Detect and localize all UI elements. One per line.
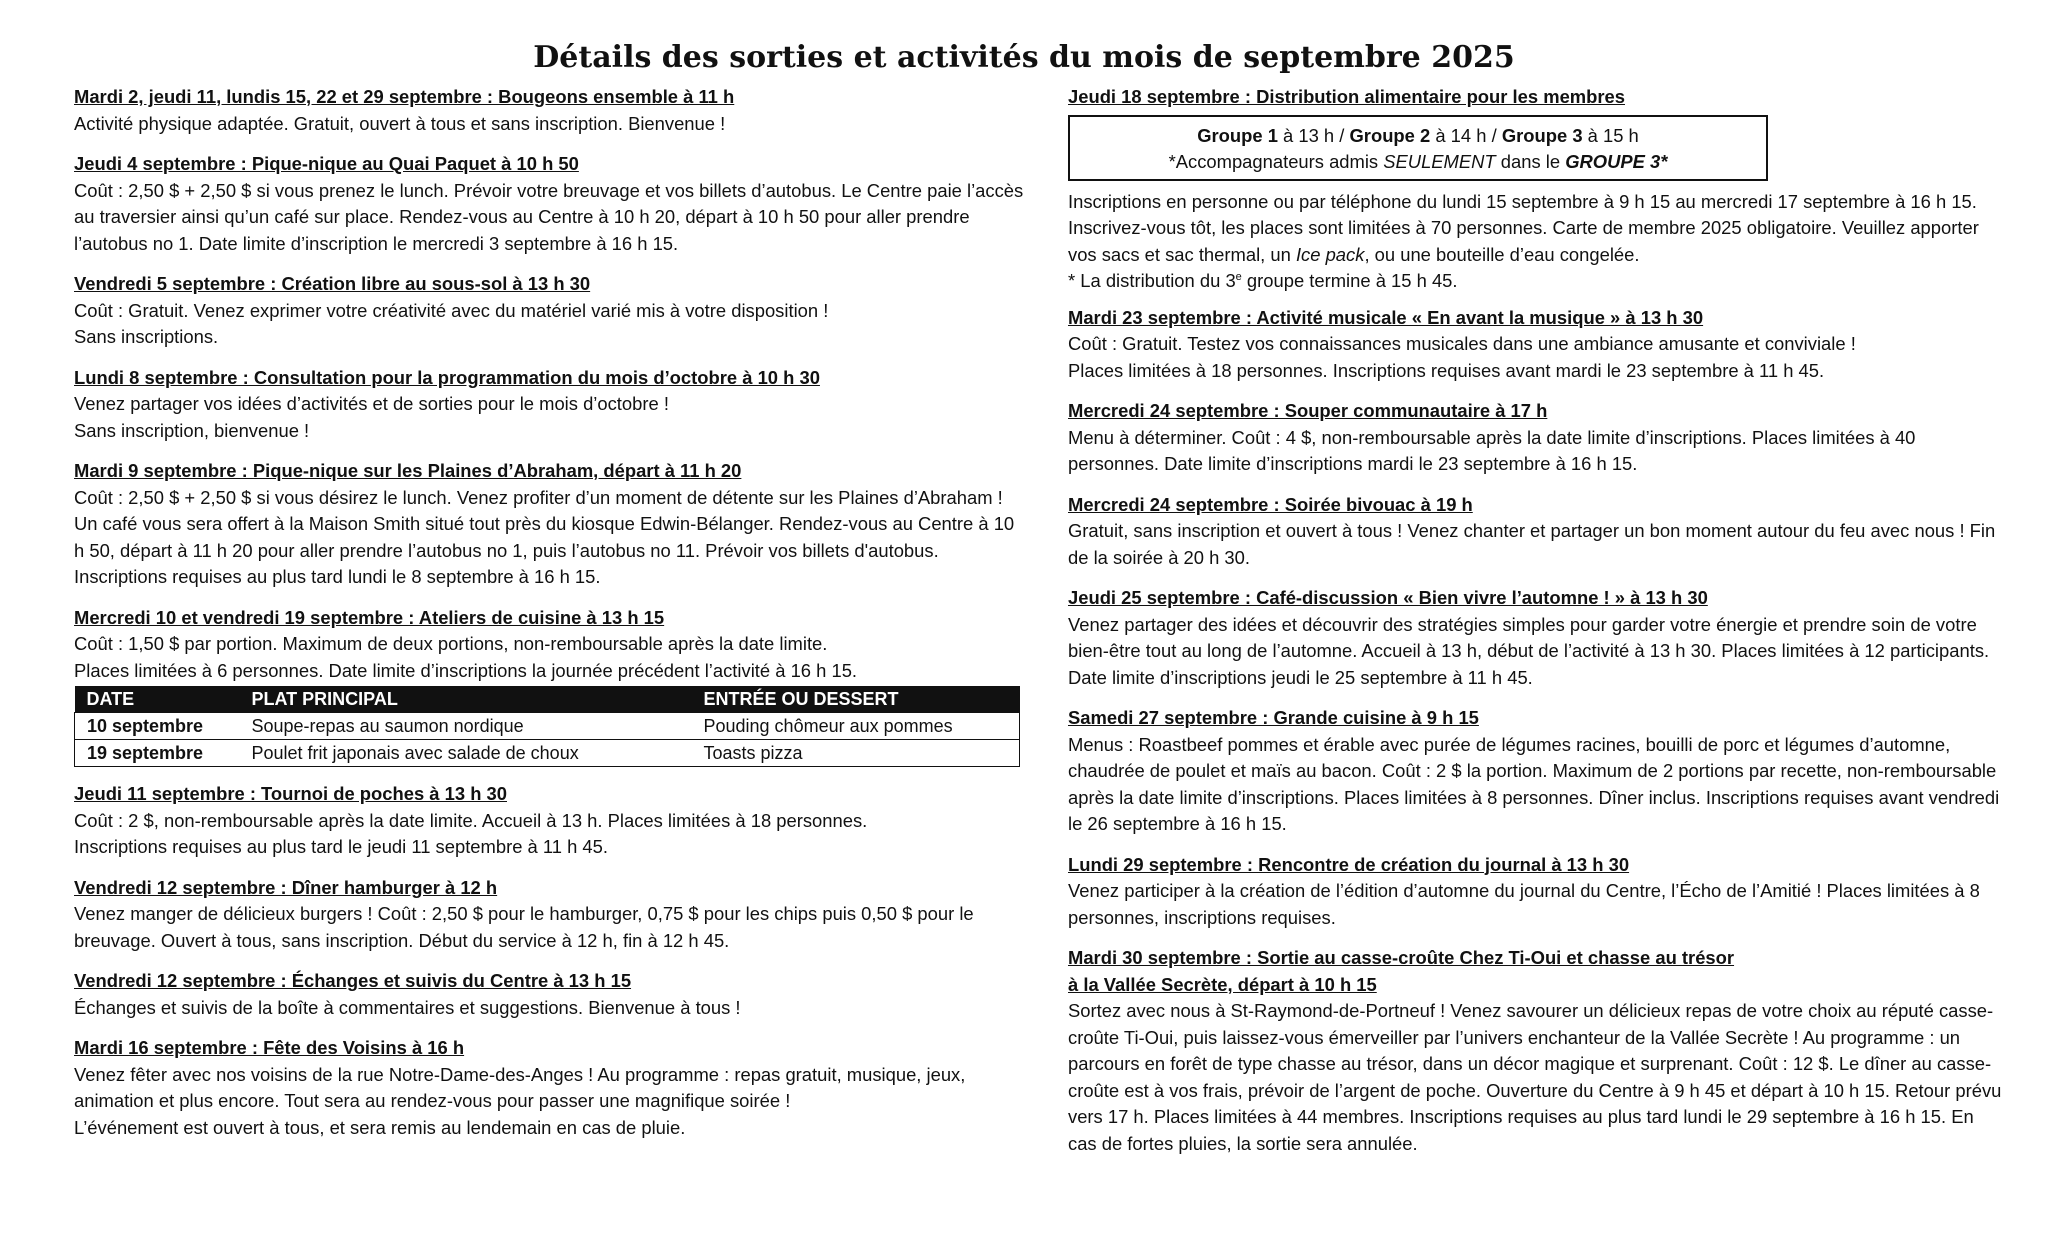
group-2-label: Groupe 2 bbox=[1349, 124, 1431, 146]
companion-note-group: GROUPE 3* bbox=[1565, 150, 1668, 172]
right-column bbox=[1068, 84, 2003, 1171]
event-description: Venez partager des idées et découvrir des stratégies simples pour garder votre énergie et prendre soin de votre bien-être tout au long de l’automne. Accueil à 13 h, début de l’activité à 13 h 30. Places limitées à 12 participants. Date limite d’inscriptions jeudi le 25 septembre à 11 h 45. bbox=[1068, 613, 1990, 688]
event-block bbox=[74, 271, 1024, 351]
companion-note-emphasis: SEULEMENT bbox=[1383, 150, 1496, 172]
event-description: Venez fêter avec nos voisins de la rue Notre-Dame-des-Anges ! Au programme : repas gratuit, musique, jeux, animation et plus encore. Tout sera au rendez-vous pour passer une magnifique soirée ! L’événement est ouvert à tous, et sera remis au lendemain en cas de pluie. bbox=[74, 1063, 966, 1138]
table-cell-main-dish: Poulet frit japonais avec salade de choux bbox=[240, 740, 692, 767]
event-block bbox=[74, 365, 1024, 445]
event-description: Activité physique adaptée. Gratuit, ouvert à tous et sans inscription. Bienvenue ! bbox=[74, 112, 726, 134]
event-description: Venez participer à la création de l’édition d’automne du journal du Centre, l’Écho de l’Amitié ! Places limitées à 8 personnes, inscriptions requises. bbox=[1068, 880, 1980, 928]
event-heading: Jeudi 18 septembre : Distribution alimentaire pour les membres bbox=[1068, 86, 1625, 107]
table-cell-main-dish: Soupe-repas au saumon nordique bbox=[240, 713, 692, 740]
event-description: Gratuit, sans inscription et ouvert à tous ! Venez chanter et partager un bon moment autour du feu avec nous ! Fin de la soirée à 20 h 30. bbox=[1068, 520, 1996, 568]
footnote-text: * La distribution du 3 bbox=[1068, 270, 1236, 291]
event-description: Menu à déterminer. Coût : 4 $, non-remboursable après la date limite d’inscriptions. Places limitées à 40 personnes. Date limite d’inscriptions mardi le 23 septembre à 16 h 15. bbox=[1068, 426, 1916, 474]
event-heading: Mardi 23 septembre : Activité musicale « En avant la musique » à 13 h 30 bbox=[1068, 306, 1704, 328]
event-description: Échanges et suivis de la boîte à commentaires et suggestions. Bienvenue à tous ! bbox=[74, 996, 741, 1018]
left-column bbox=[74, 84, 1024, 1155]
table-header-date: DATE bbox=[75, 686, 240, 713]
table-row bbox=[75, 740, 1020, 767]
event-heading: Vendredi 12 septembre : Dîner hamburger à 12 h bbox=[74, 876, 498, 898]
group-2-time: à 14 h / bbox=[1430, 124, 1502, 146]
event-block-distribution bbox=[1068, 84, 2003, 295]
table-header-main-dish: PLAT PRINCIPAL bbox=[240, 686, 692, 713]
companion-note-text: *Accompagnateurs admis bbox=[1168, 150, 1384, 172]
group-1-time: à 13 h / bbox=[1277, 124, 1350, 146]
footnote-superscript: e bbox=[1235, 270, 1242, 283]
event-heading: Jeudi 25 septembre : Café-discussion « Bien vivre l’automne ! » à 13 h 30 bbox=[1068, 587, 1708, 608]
ice-pack-text: Ice pack bbox=[1295, 243, 1365, 265]
event-heading: Mardi 16 septembre : Fête des Voisins à 16 h bbox=[74, 1037, 465, 1058]
distribution-footnote bbox=[1068, 268, 2003, 295]
event-block bbox=[1068, 305, 2003, 385]
event-block bbox=[1068, 705, 2003, 838]
event-block bbox=[74, 1035, 1024, 1141]
event-block bbox=[1068, 398, 2003, 478]
event-heading: Mercredi 24 septembre : Souper communautaire à 17 h bbox=[1068, 400, 1548, 421]
event-block bbox=[74, 605, 1024, 685]
event-heading: Lundi 29 septembre : Rencontre de création du journal à 13 h 30 bbox=[1068, 853, 1630, 875]
event-block bbox=[74, 151, 1024, 257]
group-3-label: Groupe 3 bbox=[1501, 124, 1583, 146]
event-heading: Samedi 27 septembre : Grande cuisine à 9 h 15 bbox=[1068, 707, 1479, 728]
event-description: Sortez avec nous à St-Raymond-de-Portneuf ! Venez savourer un délicieux repas de votre choix au réputé casse-croûte Ti-Oui, puis laissez-vous émerveiller par l’univers enchanteur de la Vallée Secrète ! Au programme : un parcours en forêt de type chasse au trésor, dans un décor magique et surprenant. Coût : 12 $. Le dîner au casse-croûte est à vos frais, prévoir de l’argent de poche. Ouverture du Centre à 9 h 45 et départ à 10 h 15. Retour prévu vers 17 h. Places limitées à 44 membres. Inscriptions requises au plus tard lundi le 29 septembre à 16 h 15. En cas de fortes pluies, la sortie sera annulée. bbox=[1068, 1000, 2002, 1154]
event-description bbox=[1068, 189, 2003, 269]
event-block bbox=[74, 968, 1024, 1021]
event-block bbox=[1068, 492, 2003, 572]
event-heading: Vendredi 12 septembre : Échanges et suivis du Centre à 13 h 15 bbox=[74, 970, 632, 991]
group-1-label: Groupe 1 bbox=[1197, 124, 1278, 146]
group-times-line bbox=[1070, 123, 1766, 149]
event-block bbox=[74, 84, 1024, 137]
event-heading: Mardi 30 septembre : Sortie au casse-croûte Chez Ti-Oui et chasse au trésor à la Vallée Secrète, départ à 10 h 15 bbox=[1068, 947, 1735, 995]
table-row bbox=[75, 713, 1020, 740]
table-cell-starter-dessert: Pouding chômeur aux pommes bbox=[692, 713, 1020, 740]
table-cell-date: 10 septembre bbox=[75, 713, 240, 740]
event-heading: Mardi 2, jeudi 11, lundis 15, 22 et 29 septembre : Bougeons ensemble à 11 h bbox=[74, 86, 735, 107]
event-description: Coût : Gratuit. Testez vos connaissances musicales dans une ambiance amusante et conviviale ! Places limitées à 18 personnes. Inscriptions requises avant mardi le 23 septembre à 11 h 45. bbox=[1068, 333, 1856, 381]
event-block bbox=[1068, 945, 2003, 1157]
event-block bbox=[1068, 585, 2003, 691]
event-heading: Mardi 9 septembre : Pique-nique sur les Plaines d’Abraham, départ à 11 h 20 bbox=[74, 460, 742, 481]
table-header-starter-dessert: ENTRÉE OU DESSERT bbox=[692, 686, 1020, 713]
event-description: Coût : Gratuit. Venez exprimer votre créativité avec du matériel varié mis à votre disposition ! Sans inscriptions. bbox=[74, 299, 829, 347]
event-block bbox=[74, 781, 1024, 861]
footnote-text: groupe termine à 15 h 45. bbox=[1241, 270, 1458, 291]
table-header-row bbox=[75, 686, 1020, 713]
event-description: Menus : Roastbeef pommes et érable avec purée de légumes racines, bouilli de porc et légumes d’automne, chaudrée de poulet et maïs au bacon. Coût : 2 $ la portion. Maximum de 2 portions par recette, non-remboursable après la date limite d’inscriptions. Places limitées à 8 personnes. Dîner inclus. Inscriptions requises avant vendredi le 26 septembre à 16 h 15. bbox=[1068, 733, 2000, 834]
companion-note-text: dans le bbox=[1495, 150, 1566, 172]
event-heading: Mercredi 10 et vendredi 19 septembre : Ateliers de cuisine à 13 h 15 bbox=[74, 606, 665, 628]
event-heading: Jeudi 4 septembre : Pique-nique au Quai Paquet à 10 h 50 bbox=[74, 153, 579, 174]
event-heading: Jeudi 11 septembre : Tournoi de poches à 13 h 30 bbox=[74, 783, 507, 804]
distribution-text: , ou une bouteille d’eau congelée. bbox=[1364, 243, 1640, 265]
page-title: Détails des sorties et activités du mois de septembre 2025 bbox=[533, 40, 1515, 75]
table-cell-date: 19 septembre bbox=[75, 740, 240, 767]
group-schedule-box bbox=[1068, 115, 1768, 181]
cooking-menu-table bbox=[74, 686, 1020, 767]
event-description: Venez partager vos idées d’activités et de sorties pour le mois d’octobre ! Sans inscription, bienvenue ! bbox=[74, 393, 669, 441]
event-description: Venez manger de délicieux burgers ! Coût : 2,50 $ pour le hamburger, 0,75 $ pour les chips puis 0,50 $ pour le breuvage. Ouvert à tous, sans inscription. Début du service à 12 h, fin à 12 h 45. bbox=[74, 903, 974, 951]
companion-note bbox=[1070, 149, 1766, 175]
event-heading: Lundi 8 septembre : Consultation pour la programmation du mois d’octobre à 10 h 30 bbox=[74, 366, 820, 388]
event-block bbox=[74, 458, 1024, 591]
event-heading: Mercredi 24 septembre : Soirée bivouac à 19 h bbox=[1068, 493, 1473, 515]
event-description: Coût : 2,50 $ + 2,50 $ si vous prenez le lunch. Prévoir votre breuvage et vos billets d’autobus. Le Centre paie l’accès au traversier ainsi qu’un café sur place. Rendez-vous au Centre à 10 h 20, départ à 10 h 50 pour aller prendre l’autobus no 1. Date limite d’inscription le mercredi 3 septembre à 16 h 15. bbox=[74, 179, 1024, 254]
group-3-time: à 15 h bbox=[1582, 124, 1639, 146]
event-block bbox=[1068, 852, 2003, 932]
table-cell-starter-dessert: Toasts pizza bbox=[692, 740, 1020, 767]
event-heading: Vendredi 5 septembre : Création libre au sous-sol à 13 h 30 bbox=[74, 273, 591, 294]
event-block bbox=[74, 875, 1024, 955]
event-description: Coût : 2 $, non-remboursable après la date limite. Accueil à 13 h. Places limitées à 18 personnes. Inscriptions requises au plus tard le jeudi 11 septembre à 11 h 45. bbox=[74, 809, 868, 857]
event-description: Coût : 2,50 $ + 2,50 $ si vous désirez le lunch. Venez profiter d’un moment de détente sur les Plaines d’Abraham ! Un café vous sera offert à la Maison Smith situé tout près du kiosque Edwin-Bélanger. Rendez-vous au Centre à 10 h 50, départ à 11 h 20 pour aller prendre l’autobus no 1, puis l’autobus no 11. Prévoir vos billets d'autobus. Inscriptions requises au plus tard lundi le 8 septembre à 16 h 15. bbox=[74, 486, 1015, 587]
event-description: Coût : 1,50 $ par portion. Maximum de deux portions, non-remboursable après la date limite. Places limitées à 6 personnes. Date limite d’inscriptions la journée précédent l’activité à 16 h 15. bbox=[74, 633, 858, 681]
distribution-text: Inscriptions en personne ou par téléphone du lundi 15 septembre à 9 h 15 au mercredi 17 septembre à 16 h 15. Inscrivez-vous tôt, les places sont limitées à 70 personnes. Carte de membre 2025 obligatoire. Veuillez apporter vos sacs et sac thermal, un bbox=[1068, 190, 1979, 265]
